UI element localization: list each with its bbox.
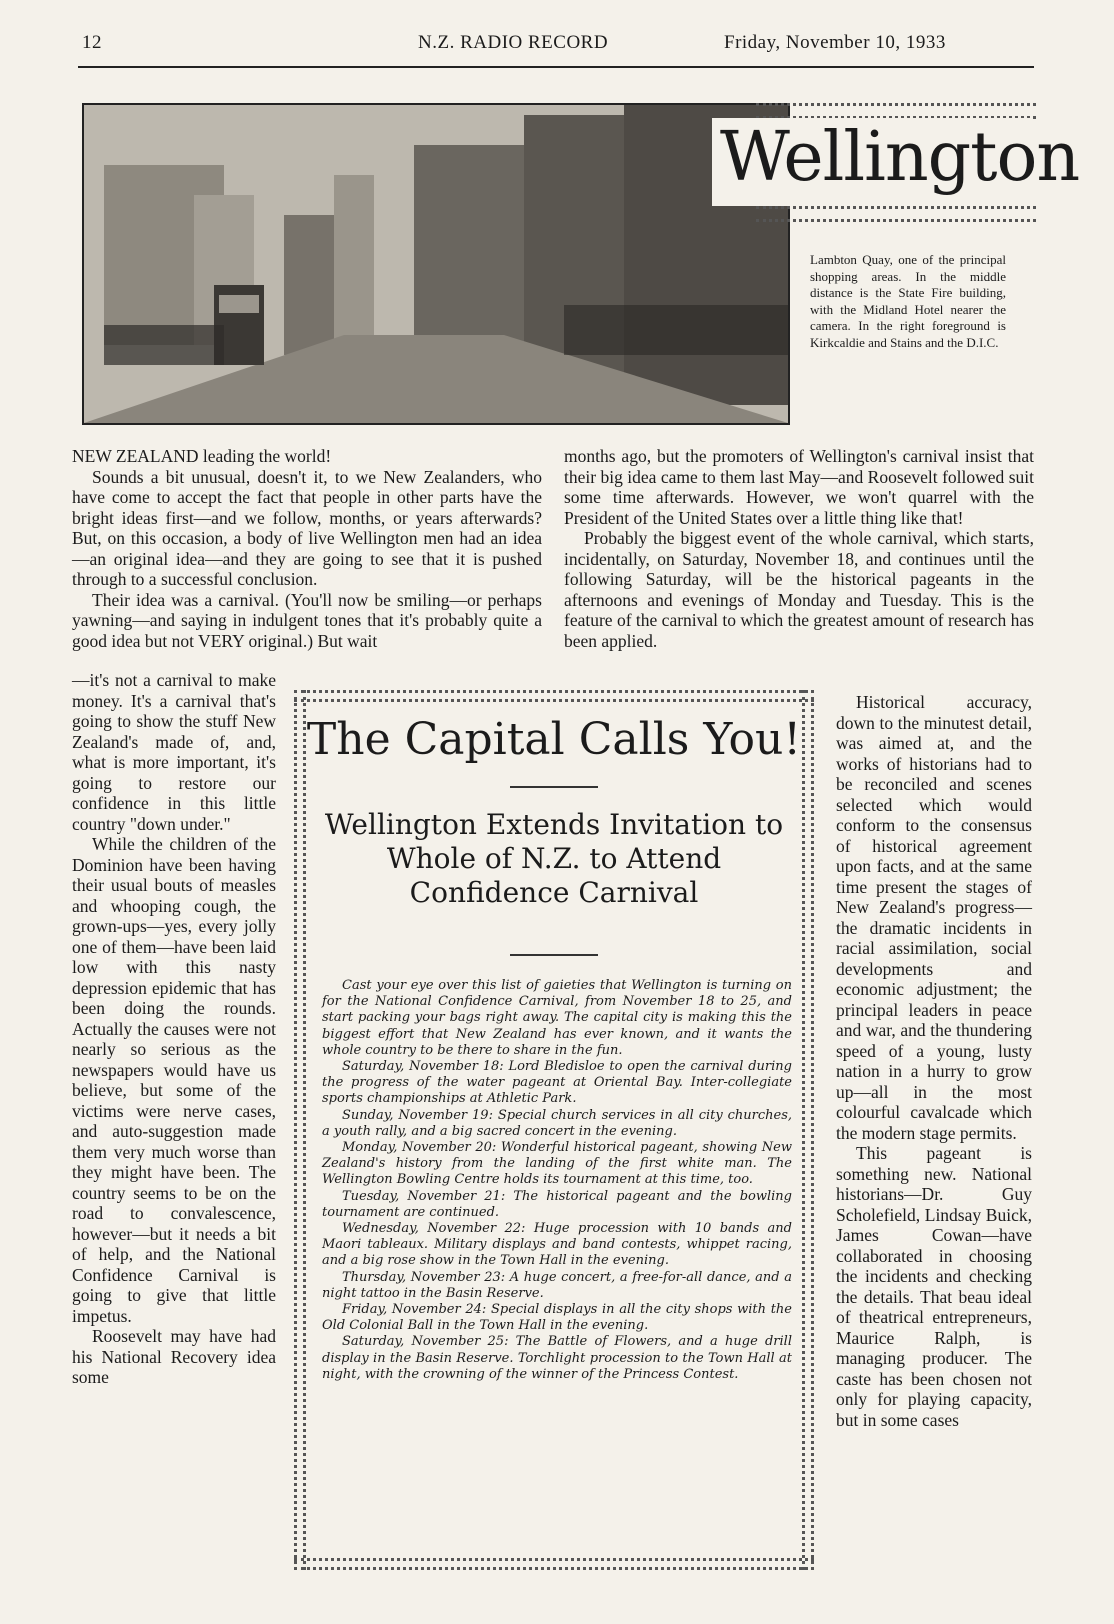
box-border-left	[294, 690, 306, 1570]
event-item: Friday, November 24: Special displays in all the city shops with the Old Colonial Ball in the Town Hall in the evening.	[322, 1302, 792, 1334]
box-border-right	[802, 690, 814, 1570]
feature-title: Wellington	[720, 118, 1080, 197]
title-border-top	[756, 103, 1036, 119]
event-item: Monday, November 20: Wonderful historical pageant, showing New Zealand's history from the landing of the first white man. The Wellington Bowling Centre holds its tournament at this time, too.	[322, 1140, 792, 1188]
ornament-divider	[510, 954, 598, 956]
ornament-divider	[510, 786, 598, 788]
article-paragraph: —it's not a carnival to make money. It's a carnival that's going to show the stuff New Zealand's made of, and, what is more important, it's going to restore our confidence in this little country "down under."	[72, 670, 276, 834]
article-paragraph: months ago, but the promoters of Wellington's carnival insist that their big idea came to them last May—and Roosevelt followed suit some time afterwards. However, we won't quarrel with the President of the United States over a little thing like that!	[564, 446, 1034, 528]
article-paragraph: This pageant is something new. National historians—Dr. Guy Scholefield, Lindsay Buick, James Cowan—have collaborated in choosing the incidents and checking the details. That beau ideal of theatrical entrepreneurs, Maurice Ralph, is managing producer. The caste has been chosen not only for playing capacity, but in some cases	[836, 1143, 1032, 1430]
article-paragraph: Historical accuracy, down to the minutest detail, was aimed at, and the works of historians had to be reconciled and scenes selected which would conform to the consensus of historical agreement upon facts, and at the same time present the stages of New Zealand's progress—the dramatic incidents in racial assimilation, social developments and economic adjustment; the principal leaders in peace and war, and the thundering speed of a young, lusty nation in a hurry to grow up—all in the most colourful cavalcade which the modern stage permits.	[836, 692, 1032, 1143]
article-left-narrow	[72, 670, 276, 1388]
street-photo-illustration	[84, 105, 788, 423]
article-right-narrow	[836, 692, 1032, 1430]
box-border-bottom	[294, 1558, 814, 1570]
article-paragraph: Roosevelt may have had his National Recovery idea some	[72, 1326, 276, 1387]
box-border-top	[294, 690, 814, 702]
publication-name: N.Z. RADIO RECORD	[418, 32, 609, 53]
event-item: Saturday, November 25: The Battle of Flowers, and a huge drill display in the Basin Reserve. Torchlight procession to the Town Hall at night, with the crowning of the winner of the Princess Contest.	[322, 1334, 792, 1382]
event-list	[322, 978, 792, 1383]
title-border-bottom	[756, 206, 1036, 222]
event-item: Saturday, November 18: Lord Bledisloe to open the carnival during the progress of the water pageant at Oriental Bay. Inter-collegiate sports championships at Athletic Park.	[322, 1059, 792, 1107]
box-headline: The Capital Calls You!	[306, 714, 802, 765]
article-paragraph: Their idea was a carnival. (You'll now be smiling—or perhaps yawning—and saying in indulgent tones that it's probably quite a good idea but not VERY original.) But wait	[72, 589, 542, 651]
event-item: Sunday, November 19: Special church services in all city churches, a youth rally, and a big sacred concert in the evening.	[322, 1107, 792, 1139]
issue-date: Friday, November 10, 1933	[724, 32, 946, 53]
event-item: Tuesday, November 21: The historical pageant and the bowling tournament are continued.	[322, 1188, 792, 1220]
event-item: Wednesday, November 22: Huge procession with 10 bands and Maori tableaux. Military displays and band contests, whippet racing, and a big rose show in the Town Hall in the evening.	[322, 1221, 792, 1269]
article-paragraph: Probably the biggest event of the whole carnival, which starts, incidentally, on Saturday, November 18, and continues until the following Saturday, will be the historical pageants in the afternoons and evenings of Monday and Tuesday. This is the feature of the carnival to which the greatest amount of research has been applied.	[564, 528, 1034, 651]
box-subheadline: Wellington Extends Invitation to Whole of N.Z. to Attend Confidence Carnival	[324, 808, 784, 909]
article-paragraph: Sounds a bit unusual, doesn't it, to we New Zealanders, who have come to accept the fact that people in other parts have the bright ideas first—and we follow, months, or years afterwards? But, on this occasion, a body of live Wellington men had an idea —an original idea—and they are going to see that it is pushed through to a successful conclusion.	[72, 466, 542, 589]
header-rule	[78, 66, 1034, 68]
article-paragraph: NEW ZEALAND leading the world!	[72, 446, 332, 466]
photo-caption: Lambton Quay, one of the principal shopping areas. In the middle distance is the State Fire building, with the Midland Hotel nearer the camera. In the right foreground is Kirkcaldie and Stains and the D.I.C.	[810, 252, 1006, 350]
event-intro: Cast your eye over this list of gaieties that Wellington is turning on for the National Confidence Carnival, from November 18 to 25, and start packing your bags right away. The capital city is making this the biggest effort that New Zealand has ever known, and it wants the whole country to be there to share in the fun.	[322, 978, 792, 1058]
article-left-top	[72, 446, 542, 651]
page-number: 12	[82, 32, 102, 53]
street-photo	[82, 103, 790, 425]
article-right-top	[564, 446, 1034, 651]
event-item: Thursday, November 23: A huge concert, a free-for-all dance, and a night tattoo in the Basin Reserve.	[322, 1269, 792, 1301]
carnival-announcement-box	[294, 690, 814, 1570]
article-paragraph: While the children of the Dominion have been having their usual bouts of measles and whooping cough, the grown-ups—yes, every jolly one of them—have been laid low with this nasty depression epidemic that has been doing the rounds. Actually the causes were not nearly so serious as the newspapers would have us believe, but some of the victims were nerve cases, and auto-suggestion made them very much worse than they might have been. The country seems to be on the road to convalescence, however—but it needs a bit of help, and the National Confidence Carnival is going to give that little impetus.	[72, 834, 276, 1326]
